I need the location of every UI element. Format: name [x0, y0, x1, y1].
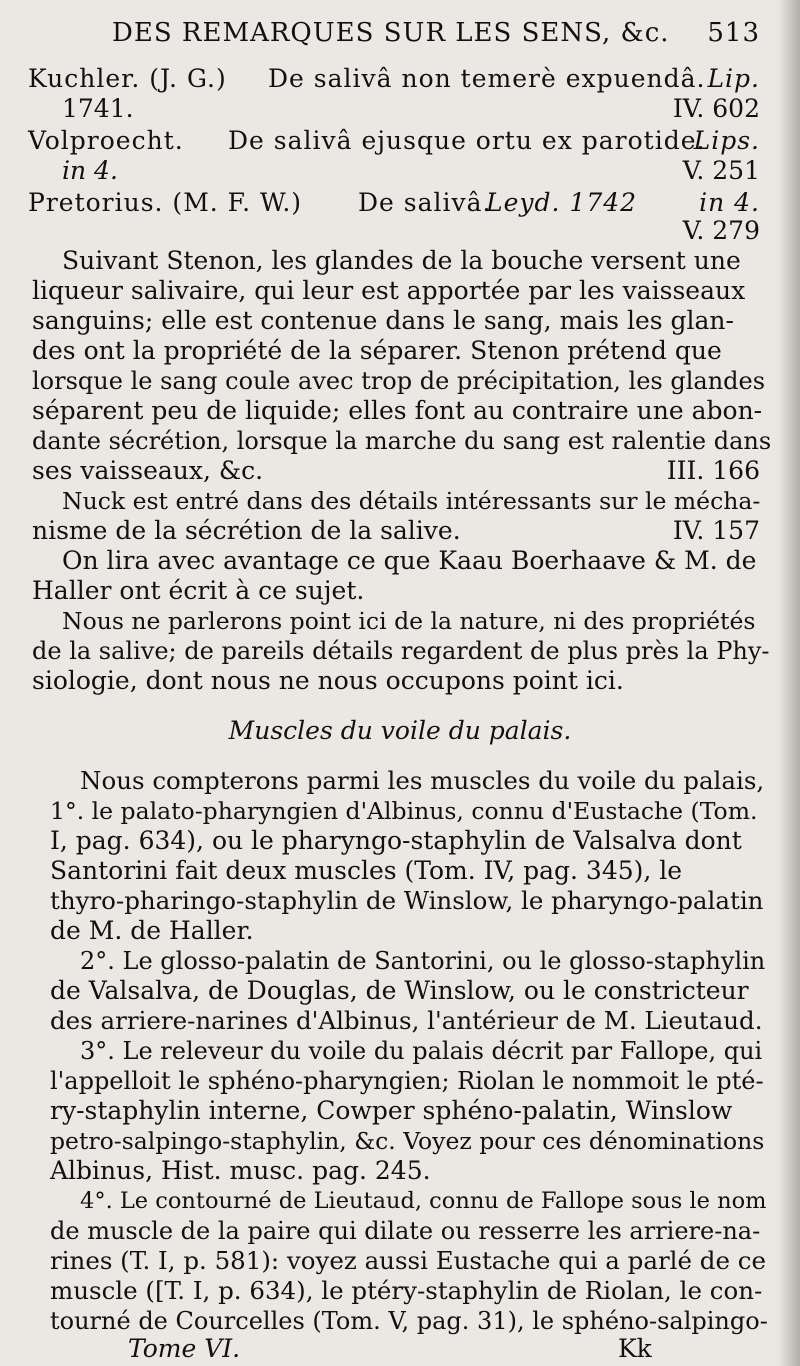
paragraph-line: de la salive; de pareils détails regardent de plus près la Phy-	[32, 637, 770, 665]
paragraph-line: siologie, dont nous ne nous occupons point ici.	[32, 666, 624, 695]
section-line: 1°. le palato-pharyngien d'Albinus, connu d'Eustache (Tom.	[50, 797, 758, 825]
paragraph-line: dante sécrétion, lorsque la marche du sang est ralentie dans	[32, 427, 772, 455]
paragraph-line: Nuck est entré dans des détails intéressants sur le mécha-	[62, 487, 761, 515]
paragraph-line: Nous ne parlerons point ici de la nature, ni des propriétés	[62, 607, 756, 635]
section-line: Albinus, Hist. musc. pag. 245.	[50, 1156, 431, 1185]
signature-mark: Kk	[618, 1334, 652, 1363]
section-line: l'appelloit le sphéno-pharyngien; Riolan le nommoit le pté-	[50, 1067, 764, 1095]
section-line: ry-staphylin interne, Cowper sphéno-palatin, Winslow	[50, 1096, 733, 1125]
bib-author: Volproecht.	[28, 126, 184, 155]
section-line: de M. de Haller.	[50, 916, 254, 945]
bib-format: in 4.	[62, 156, 118, 185]
paragraph-line: lorsque le sang coule avec trop de précipitation, les glandes	[32, 367, 766, 395]
section-line: Nous compterons parmi les muscles du voile du palais,	[80, 766, 765, 795]
bib-year: 1741.	[62, 94, 134, 123]
paragraph-line: séparent peu de liquide; elles font au contraire une abon-	[32, 396, 763, 425]
section-line: tourné de Courcelles (Tom. V, pag. 31), le sphéno-salpingo-	[50, 1307, 768, 1335]
paragraph-line: On lira avec avantage ce que Kaau Boerhaave & M. de	[62, 546, 757, 575]
paragraph-line: Haller ont écrit à ce sujet.	[32, 576, 365, 605]
page-number: 513	[707, 18, 760, 48]
bib-ref: V. 279	[682, 216, 760, 245]
header-title: DES REMARQUES SUR LES SENS, &c.	[112, 18, 670, 48]
bib-title: De salivâ non temerè expuendâ.	[268, 64, 706, 93]
bib-title: De salivâ ejusque ortu ex parotide.	[228, 126, 706, 155]
paragraph-text: nisme de la sécrétion de la salive.	[32, 516, 461, 545]
bib-ref: IV. 602	[672, 94, 760, 123]
bib-title: De salivâ.	[358, 188, 492, 217]
bib-format: in 4.	[699, 188, 760, 217]
volume-label: Tome VI.	[128, 1334, 241, 1363]
paragraph-text: ses vaisseaux, &c.	[32, 456, 264, 485]
volume-reference: III. 166	[666, 456, 760, 485]
section-heading: Muscles du voile du palais.	[228, 716, 572, 745]
section-line: de Valsalva, de Douglas, de Winslow, ou le constricteur	[50, 976, 749, 1005]
section-line: des arriere-narines d'Albinus, l'antérieur de M. Lieutaud.	[50, 1006, 763, 1035]
section-line: petro-salpingo-staphylin, &c. Voyez pour ces dénominations	[50, 1127, 765, 1155]
bib-place: Lip.	[707, 64, 760, 93]
paragraph-line: liqueur salivaire, qui leur est apportée par les vaisseaux	[32, 276, 746, 305]
paragraph-line: Suivant Stenon, les glandes de la bouche versent une	[62, 246, 741, 275]
section-line: Santorini fait deux muscles (Tom. IV, pag. 345), le	[50, 856, 683, 885]
section-line: 3°. Le releveur du voile du palais décrit par Fallope, qui	[80, 1037, 763, 1065]
bib-ref: V. 251	[682, 156, 760, 185]
section-line: rines (T. I, p. 581): voyez aussi Eustache qui a parlé de ce	[50, 1246, 766, 1275]
section-line: thyro-pharingo-staphylin de Winslow, le pharyngo-palatin	[50, 886, 764, 915]
bib-place: Leyd. 1742	[486, 188, 638, 217]
bib-author: Kuchler. (J. G.)	[28, 64, 227, 93]
section-line: I, pag. 634), ou le pharyngo-staphylin de Valsalva dont	[50, 826, 742, 855]
paragraph-line: des ont la propriété de la séparer. Stenon prétend que	[32, 336, 722, 365]
section-line: de muscle de la paire qui dilate ou resserre les arriere-na-	[50, 1217, 761, 1245]
volume-reference: IV. 157	[672, 516, 760, 545]
section-line: 4°. Le contourné de Lieutaud, connu de Fallope sous le nom	[80, 1188, 767, 1214]
paragraph-line: sanguins; elle est contenue dans le sang, mais les glan-	[32, 306, 734, 335]
bib-place: Lips.	[693, 126, 760, 155]
section-line: 2°. Le glosso-palatin de Santorini, ou le glosso-staphylin	[80, 947, 766, 975]
section-line: muscle ([T. I, p. 634), le ptéry-staphylin de Riolan, le con-	[50, 1276, 763, 1305]
bib-author: Pretorius. (M. F. W.)	[28, 188, 303, 217]
